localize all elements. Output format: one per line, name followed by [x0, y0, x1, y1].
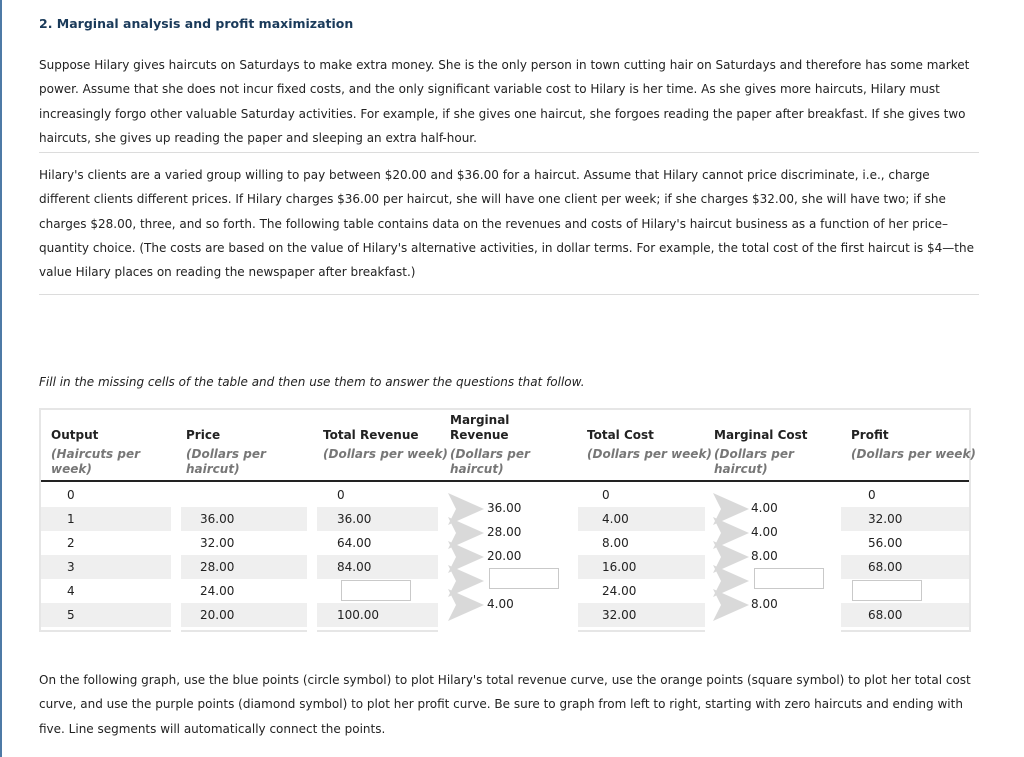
header-label: Output — [51, 428, 99, 442]
marginal-cost-value: 8.00 — [751, 549, 778, 563]
header-label: Price — [186, 428, 221, 442]
left-accent-bar — [0, 0, 2, 757]
header-unit: (Dollars per week) — [851, 447, 976, 461]
header-unit: (Dollars per week) — [323, 447, 448, 461]
header-unit: (Dollars per haircut) — [714, 447, 794, 476]
header-label: Profit — [851, 428, 889, 442]
total-revenue-cell: 36.00 — [337, 512, 372, 526]
total-cost-cell: 0 — [602, 488, 610, 502]
header-output — [51, 428, 181, 477]
total-cost-cell: 24.00 — [602, 584, 637, 598]
marginal-revenue-input-3[interactable] — [489, 568, 559, 589]
marginal-revenue-value: 4.00 — [487, 597, 514, 611]
total-revenue-cell: 64.00 — [337, 536, 372, 550]
column-gap — [307, 482, 317, 632]
marginal-cost-input-3[interactable] — [754, 568, 824, 589]
header-label: Total Revenue — [323, 428, 419, 442]
output-cell: 5 — [67, 608, 75, 622]
arrow-shape — [713, 589, 749, 621]
profit-cell: 56.00 — [868, 536, 903, 550]
header-label: Marginal Cost — [714, 428, 808, 442]
profit-cell: 32.00 — [868, 512, 903, 526]
header-label: Marginal Revenue — [450, 413, 510, 442]
clients-paragraph: Hilary's clients are a varied group willing to pay between $20.00 and $36.00 for a haircut. Assume that Hilary cannot price discriminate, i.e., charge different clients different prices. If Hilary charges $36.00 per haircut, she will have one client per week; if she charges $32.00, she will have two; if she charges $28.00, three, and so forth. The following table contains data on the revenues and costs of Hilary's haircut business as a function of her price–quantity choice. (The costs are based on the value of Hilary's alternative activities, in dollar terms. For example, the total cost of the first haircut is $4—the value Hilary places on reading the newspaper after breakfast.) — [39, 168, 974, 280]
arrow-shape — [448, 589, 484, 621]
price-cell: 20.00 — [200, 608, 235, 622]
marginal-revenue-value: 28.00 — [487, 525, 522, 539]
output-cell: 0 — [67, 488, 75, 502]
header-price — [186, 428, 316, 477]
output-cell: 3 — [67, 560, 75, 574]
price-cell: 36.00 — [200, 512, 235, 526]
profit-cell: 0 — [868, 488, 876, 502]
intro-paragraph: Suppose Hilary gives haircuts on Saturdays to make extra money. She is the only person in town cutting hair on Saturdays and therefore has some market power. Assume that she does not incur fixed costs, and the only significant variable cost to Hilary is her time. As she gives more haircuts, Hilary must increasingly forgo other valuable Saturday activities. For example, if she gives one haircut, she forgoes reading the paper after breakfast. If she gives two haircuts, she gives up reading the paper and sleeping an extra half-hour. — [39, 58, 970, 145]
table-instruction: Fill in the missing cells of the table and then use them to answer the questions that follow. — [39, 375, 585, 389]
marginal-revenue-value: 36.00 — [487, 501, 522, 515]
marginal-revenue-value: 20.00 — [487, 549, 522, 563]
header-total-cost — [587, 428, 717, 462]
total-revenue-input-4[interactable] — [341, 580, 411, 601]
header-marginal-cost — [714, 428, 844, 477]
marginal-cost-value: 4.00 — [751, 501, 778, 515]
price-cell: 28.00 — [200, 560, 235, 574]
price-cell: 32.00 — [200, 536, 235, 550]
total-revenue-cell: 100.00 — [337, 608, 379, 622]
total-cost-cell: 4.00 — [602, 512, 629, 526]
column-gap — [171, 482, 181, 632]
header-unit: (Dollars per haircut) — [186, 447, 266, 476]
total-revenue-cell: 84.00 — [337, 560, 372, 574]
profit-cell: 68.00 — [868, 560, 903, 574]
header-total-revenue — [323, 428, 453, 462]
total-cost-cell: 8.00 — [602, 536, 629, 550]
header-profit — [851, 428, 981, 462]
profit-input-4[interactable] — [852, 580, 922, 601]
header-unit: (Dollars per week) — [587, 447, 712, 461]
marginal-cost-value: 4.00 — [751, 525, 778, 539]
marginal-revenue-arrows — [446, 485, 486, 625]
header-unit: (Haircuts per week) — [51, 447, 141, 476]
output-cell: 2 — [67, 536, 75, 550]
total-revenue-cell: 0 — [337, 488, 345, 502]
total-cost-cell: 16.00 — [602, 560, 637, 574]
divider — [39, 152, 979, 153]
divider — [39, 294, 979, 295]
revenue-cost-table — [39, 408, 976, 632]
output-cell: 4 — [67, 584, 75, 598]
header-unit: (Dollars per haircut) — [450, 447, 530, 476]
marginal-cost-arrows — [711, 485, 751, 625]
profit-cell: 68.00 — [868, 608, 903, 622]
output-cell: 1 — [67, 512, 75, 526]
header-label: Total Cost — [587, 428, 654, 442]
question-title: 2. Marginal analysis and profit maximization — [39, 16, 354, 31]
graph-instructions: On the following graph, use the blue points (circle symbol) to plot Hilary's total revenue curve, use the orange points (square symbol) to plot her total cost curve, and use the purple points (diamond symbol) to plot her profit curve. Be sure to graph from left to right, starting with zero haircuts and ending with five. Line segments will automatically connect the points. — [39, 673, 971, 736]
marginal-cost-value: 8.00 — [751, 597, 778, 611]
price-cell: 24.00 — [200, 584, 235, 598]
total-cost-cell: 32.00 — [602, 608, 637, 622]
header-marginal-revenue — [450, 413, 550, 477]
